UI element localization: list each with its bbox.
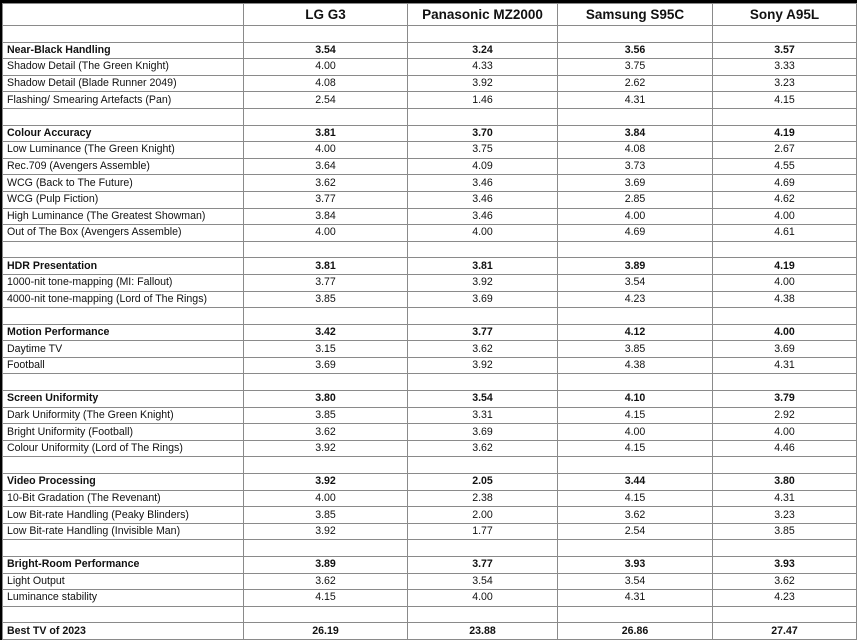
sony-a95l-cell: 3.57 [713, 42, 857, 59]
sony-a95l-cell: 4.31 [713, 490, 857, 507]
table-row [3, 142, 857, 159]
sony-a95l-cell: 4.00 [713, 424, 857, 441]
criteria-cell: Light Output [3, 573, 244, 590]
lg-g3-cell: 3.15 [244, 341, 408, 358]
samsung-s95c-cell [558, 241, 713, 258]
panasonic-mz2000-cell: 3.92 [408, 75, 558, 92]
sony-a95l-cell [713, 540, 857, 557]
panasonic-mz2000-cell: 3.92 [408, 274, 558, 291]
table-row [3, 523, 857, 540]
panasonic-mz2000-cell: 1.77 [408, 523, 558, 540]
samsung-s95c-cell: 3.54 [558, 573, 713, 590]
criteria-cell: Rec.709 (Avengers Assemble) [3, 158, 244, 175]
panasonic-mz2000-cell: 3.69 [408, 424, 558, 441]
panasonic-mz2000-cell [408, 540, 558, 557]
spacer-row [3, 308, 857, 325]
table-row [3, 407, 857, 424]
spacer-row [3, 374, 857, 391]
samsung-s95c-cell: 4.15 [558, 407, 713, 424]
table-row [3, 158, 857, 175]
samsung-s95c-cell: 3.89 [558, 258, 713, 275]
header-cell-lg-g3: LG G3 [244, 4, 408, 26]
lg-g3-cell: 26.19 [244, 623, 408, 640]
criteria-cell: Colour Uniformity (Lord of The Rings) [3, 440, 244, 457]
table-row [3, 590, 857, 607]
sony-a95l-cell: 3.23 [713, 75, 857, 92]
panasonic-mz2000-cell: 3.46 [408, 175, 558, 192]
panasonic-mz2000-cell: 3.62 [408, 440, 558, 457]
criteria-cell: Flashing/ Smearing Artefacts (Pan) [3, 92, 244, 109]
samsung-s95c-cell: 4.69 [558, 225, 713, 242]
samsung-s95c-cell [558, 374, 713, 391]
lg-g3-cell: 4.00 [244, 490, 408, 507]
lg-g3-cell: 4.15 [244, 590, 408, 607]
tv-scores-table [2, 3, 857, 640]
panasonic-mz2000-cell: 3.54 [408, 573, 558, 590]
sony-a95l-cell: 4.61 [713, 225, 857, 242]
criteria-cell [3, 308, 244, 325]
samsung-s95c-cell: 4.38 [558, 357, 713, 374]
samsung-s95c-cell: 4.08 [558, 142, 713, 159]
samsung-s95c-cell [558, 540, 713, 557]
samsung-s95c-cell: 4.31 [558, 590, 713, 607]
table-row [3, 92, 857, 109]
criteria-cell: Bright Uniformity (Football) [3, 424, 244, 441]
criteria-cell [3, 457, 244, 474]
lg-g3-cell [244, 308, 408, 325]
lg-g3-cell: 2.54 [244, 92, 408, 109]
panasonic-mz2000-cell [408, 241, 558, 258]
sony-a95l-cell [713, 241, 857, 258]
lg-g3-cell: 3.80 [244, 391, 408, 408]
table-row [3, 225, 857, 242]
criteria-cell [3, 241, 244, 258]
criteria-cell [3, 606, 244, 623]
lg-g3-cell: 3.85 [244, 291, 408, 308]
sony-a95l-cell [713, 606, 857, 623]
criteria-cell: 10-Bit Gradation (The Revenant) [3, 490, 244, 507]
header-cell-panasonic-mz2000: Panasonic MZ2000 [408, 4, 558, 26]
lg-g3-cell: 3.85 [244, 507, 408, 524]
samsung-s95c-cell: 4.15 [558, 490, 713, 507]
lg-g3-cell: 3.42 [244, 324, 408, 341]
lg-g3-cell [244, 108, 408, 125]
header-row [3, 4, 857, 26]
table-row [3, 440, 857, 457]
panasonic-mz2000-cell: 4.33 [408, 59, 558, 76]
sony-a95l-cell: 3.23 [713, 507, 857, 524]
table-row [3, 59, 857, 76]
panasonic-mz2000-cell: 1.46 [408, 92, 558, 109]
criteria-cell: HDR Presentation [3, 258, 244, 275]
sony-a95l-cell: 4.62 [713, 191, 857, 208]
spacer-row [3, 26, 857, 43]
lg-g3-cell: 3.62 [244, 175, 408, 192]
lg-g3-cell: 4.00 [244, 59, 408, 76]
lg-g3-cell: 3.64 [244, 158, 408, 175]
samsung-s95c-cell: 2.62 [558, 75, 713, 92]
criteria-cell: Motion Performance [3, 324, 244, 341]
sony-a95l-cell: 2.92 [713, 407, 857, 424]
lg-g3-cell: 3.84 [244, 208, 408, 225]
sony-a95l-cell: 4.00 [713, 324, 857, 341]
criteria-cell [3, 108, 244, 125]
sony-a95l-cell: 3.85 [713, 523, 857, 540]
header-cell-samsung-s95c: Samsung S95C [558, 4, 713, 26]
criteria-cell: Luminance stability [3, 590, 244, 607]
criteria-cell [3, 26, 244, 43]
panasonic-mz2000-cell: 3.77 [408, 324, 558, 341]
lg-g3-cell: 3.69 [244, 357, 408, 374]
table-row [3, 573, 857, 590]
table-row [3, 424, 857, 441]
panasonic-mz2000-cell: 3.77 [408, 557, 558, 574]
lg-g3-cell: 4.00 [244, 225, 408, 242]
criteria-cell: Near-Black Handling [3, 42, 244, 59]
samsung-s95c-cell [558, 26, 713, 43]
samsung-s95c-cell: 2.54 [558, 523, 713, 540]
panasonic-mz2000-cell [408, 26, 558, 43]
criteria-cell: Daytime TV [3, 341, 244, 358]
lg-g3-cell: 4.08 [244, 75, 408, 92]
criteria-cell: Video Processing [3, 474, 244, 491]
samsung-s95c-cell: 3.54 [558, 274, 713, 291]
section-row [3, 42, 857, 59]
panasonic-mz2000-cell: 3.46 [408, 208, 558, 225]
section-row [3, 474, 857, 491]
lg-g3-cell [244, 457, 408, 474]
sony-a95l-cell: 4.00 [713, 208, 857, 225]
criteria-cell: Colour Accuracy [3, 125, 244, 142]
lg-g3-cell: 3.54 [244, 42, 408, 59]
samsung-s95c-cell: 4.23 [558, 291, 713, 308]
sony-a95l-cell: 4.15 [713, 92, 857, 109]
sony-a95l-cell: 3.93 [713, 557, 857, 574]
criteria-cell: Low Luminance (The Green Knight) [3, 142, 244, 159]
panasonic-mz2000-cell: 4.00 [408, 590, 558, 607]
sony-a95l-cell: 4.38 [713, 291, 857, 308]
samsung-s95c-cell: 4.12 [558, 324, 713, 341]
lg-g3-cell: 3.77 [244, 274, 408, 291]
sony-a95l-cell: 4.19 [713, 258, 857, 275]
header-cell-sony-a95l: Sony A95L [713, 4, 857, 26]
samsung-s95c-cell [558, 457, 713, 474]
sony-a95l-cell: 4.00 [713, 274, 857, 291]
section-row [3, 391, 857, 408]
lg-g3-cell [244, 374, 408, 391]
samsung-s95c-cell: 4.31 [558, 92, 713, 109]
spacer-row [3, 540, 857, 557]
table-row [3, 490, 857, 507]
sony-a95l-cell: 3.33 [713, 59, 857, 76]
samsung-s95c-cell [558, 308, 713, 325]
criteria-cell: Low Bit-rate Handling (Peaky Blinders) [3, 507, 244, 524]
sony-a95l-cell [713, 308, 857, 325]
samsung-s95c-cell: 2.85 [558, 191, 713, 208]
lg-g3-cell: 4.00 [244, 142, 408, 159]
criteria-cell: Dark Uniformity (The Green Knight) [3, 407, 244, 424]
criteria-cell: Shadow Detail (The Green Knight) [3, 59, 244, 76]
lg-g3-cell: 3.62 [244, 424, 408, 441]
section-row [3, 324, 857, 341]
panasonic-mz2000-cell: 3.54 [408, 391, 558, 408]
panasonic-mz2000-cell: 3.62 [408, 341, 558, 358]
sony-a95l-cell: 4.19 [713, 125, 857, 142]
panasonic-mz2000-cell: 3.75 [408, 142, 558, 159]
panasonic-mz2000-cell: 2.38 [408, 490, 558, 507]
spacer-row [3, 108, 857, 125]
samsung-s95c-cell: 4.00 [558, 424, 713, 441]
spacer-row [3, 241, 857, 258]
panasonic-mz2000-cell: 3.31 [408, 407, 558, 424]
samsung-s95c-cell: 3.75 [558, 59, 713, 76]
section-row [3, 125, 857, 142]
panasonic-mz2000-cell: 3.46 [408, 191, 558, 208]
sony-a95l-cell: 4.69 [713, 175, 857, 192]
panasonic-mz2000-cell [408, 457, 558, 474]
panasonic-mz2000-cell: 3.69 [408, 291, 558, 308]
panasonic-mz2000-cell: 2.05 [408, 474, 558, 491]
criteria-cell: High Luminance (The Greatest Showman) [3, 208, 244, 225]
samsung-s95c-cell: 3.85 [558, 341, 713, 358]
panasonic-mz2000-cell [408, 374, 558, 391]
lg-g3-cell: 3.85 [244, 407, 408, 424]
table-row [3, 208, 857, 225]
samsung-s95c-cell [558, 606, 713, 623]
panasonic-mz2000-cell: 3.70 [408, 125, 558, 142]
panasonic-mz2000-cell [408, 108, 558, 125]
sony-a95l-cell [713, 374, 857, 391]
sony-a95l-cell: 3.79 [713, 391, 857, 408]
table-row [3, 357, 857, 374]
panasonic-mz2000-cell [408, 606, 558, 623]
sony-a95l-cell: 3.80 [713, 474, 857, 491]
samsung-s95c-cell: 3.56 [558, 42, 713, 59]
table-row [3, 191, 857, 208]
panasonic-mz2000-cell [408, 308, 558, 325]
table-body [3, 26, 857, 640]
samsung-s95c-cell: 4.10 [558, 391, 713, 408]
sony-a95l-cell: 27.47 [713, 623, 857, 640]
samsung-s95c-cell: 3.73 [558, 158, 713, 175]
lg-g3-cell: 3.92 [244, 523, 408, 540]
table-row [3, 75, 857, 92]
panasonic-mz2000-cell: 3.92 [408, 357, 558, 374]
header-cell-criteria [3, 4, 244, 26]
criteria-cell: Football [3, 357, 244, 374]
criteria-cell: Screen Uniformity [3, 391, 244, 408]
section-row [3, 258, 857, 275]
sony-a95l-cell: 3.69 [713, 341, 857, 358]
table-row [3, 291, 857, 308]
criteria-cell: Best TV of 2023 [3, 623, 244, 640]
table-row [3, 507, 857, 524]
criteria-cell: 4000-nit tone-mapping (Lord of The Rings) [3, 291, 244, 308]
sony-a95l-cell: 4.55 [713, 158, 857, 175]
lg-g3-cell: 3.81 [244, 258, 408, 275]
lg-g3-cell [244, 241, 408, 258]
samsung-s95c-cell: 4.15 [558, 440, 713, 457]
table-row [3, 341, 857, 358]
criteria-cell: Out of The Box (Avengers Assemble) [3, 225, 244, 242]
spacer-row [3, 457, 857, 474]
sony-a95l-cell: 2.67 [713, 142, 857, 159]
sony-a95l-cell: 4.46 [713, 440, 857, 457]
lg-g3-cell: 3.62 [244, 573, 408, 590]
criteria-cell: WCG (Pulp Fiction) [3, 191, 244, 208]
lg-g3-cell [244, 606, 408, 623]
table-row [3, 175, 857, 192]
lg-g3-cell: 3.89 [244, 557, 408, 574]
samsung-s95c-cell: 3.69 [558, 175, 713, 192]
samsung-s95c-cell [558, 108, 713, 125]
lg-g3-cell [244, 540, 408, 557]
lg-g3-cell [244, 26, 408, 43]
panasonic-mz2000-cell: 2.00 [408, 507, 558, 524]
section-row [3, 557, 857, 574]
criteria-cell: Bright-Room Performance [3, 557, 244, 574]
lg-g3-cell: 3.92 [244, 474, 408, 491]
panasonic-mz2000-cell: 4.09 [408, 158, 558, 175]
samsung-s95c-cell: 3.84 [558, 125, 713, 142]
panasonic-mz2000-cell: 23.88 [408, 623, 558, 640]
samsung-s95c-cell: 3.62 [558, 507, 713, 524]
sony-a95l-cell [713, 26, 857, 43]
lg-g3-cell: 3.77 [244, 191, 408, 208]
criteria-cell: 1000-nit tone-mapping (MI: Fallout) [3, 274, 244, 291]
table-row [3, 274, 857, 291]
lg-g3-cell: 3.92 [244, 440, 408, 457]
sony-a95l-cell: 4.31 [713, 357, 857, 374]
sony-a95l-cell: 4.23 [713, 590, 857, 607]
sony-a95l-cell [713, 108, 857, 125]
spacer-row [3, 606, 857, 623]
samsung-s95c-cell: 26.86 [558, 623, 713, 640]
criteria-cell: Shadow Detail (Blade Runner 2049) [3, 75, 244, 92]
samsung-s95c-cell: 3.44 [558, 474, 713, 491]
panasonic-mz2000-cell: 3.81 [408, 258, 558, 275]
sony-a95l-cell [713, 457, 857, 474]
lg-g3-cell: 3.81 [244, 125, 408, 142]
criteria-cell: Low Bit-rate Handling (Invisible Man) [3, 523, 244, 540]
panasonic-mz2000-cell: 4.00 [408, 225, 558, 242]
criteria-cell: WCG (Back to The Future) [3, 175, 244, 192]
criteria-cell [3, 374, 244, 391]
samsung-s95c-cell: 3.93 [558, 557, 713, 574]
samsung-s95c-cell: 4.00 [558, 208, 713, 225]
criteria-cell [3, 540, 244, 557]
panasonic-mz2000-cell: 3.24 [408, 42, 558, 59]
sony-a95l-cell: 3.62 [713, 573, 857, 590]
